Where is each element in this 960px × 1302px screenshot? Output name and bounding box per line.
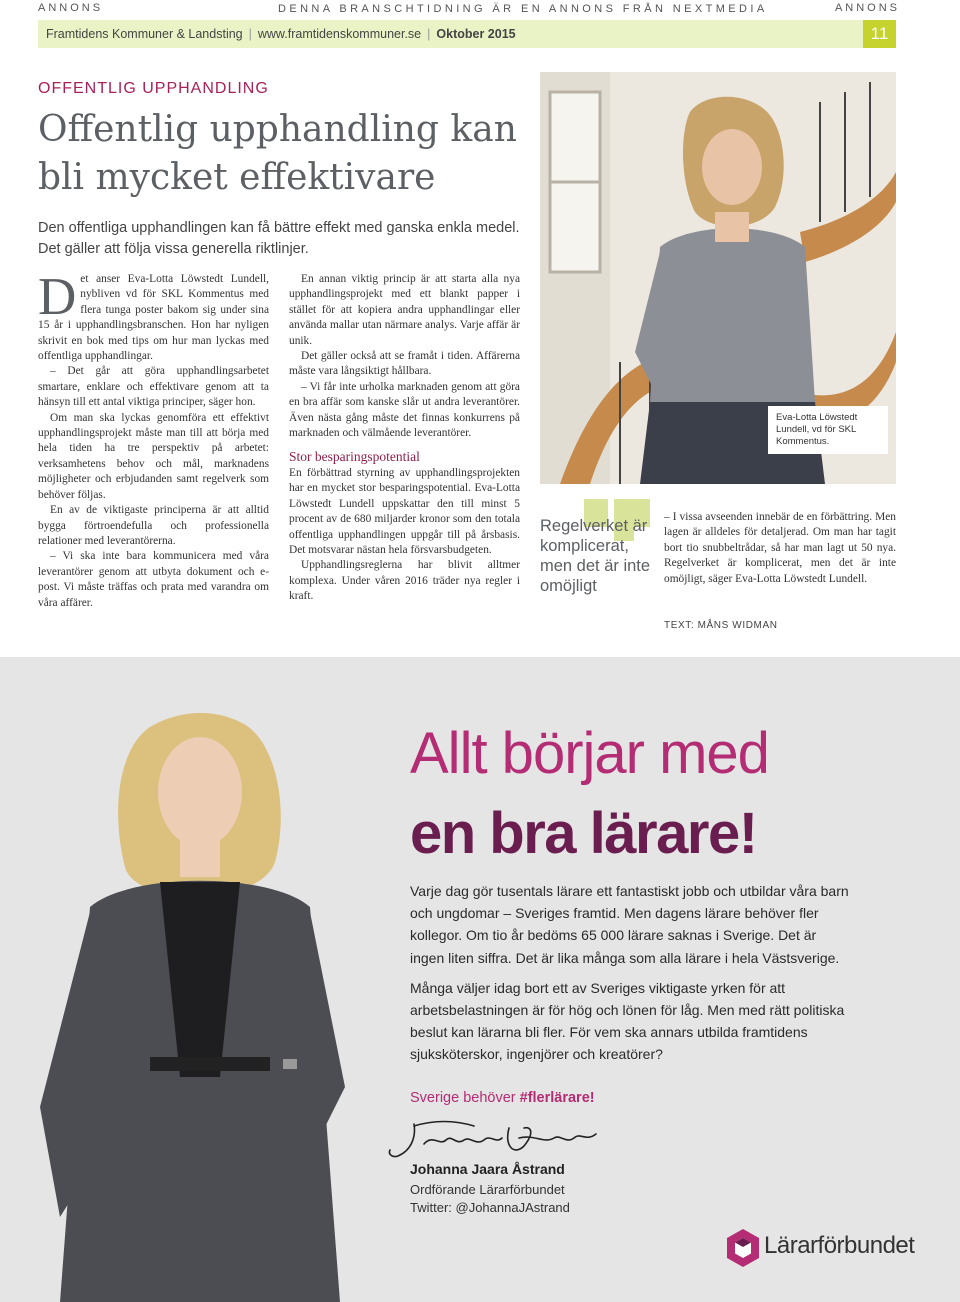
ad-headline-line1: Allt börjar med: [410, 721, 769, 786]
publication-url[interactable]: www.framtidenskommuner.se: [257, 27, 422, 41]
ad-paragraph: Varje dag gör tusentals lärare ett fantastiskt jobb och utbildar våra barn och ungdomar – Sveriges framtid. Men dagens lärare behöver fler kollegor. Om tio år bedöms 65 000 lärare saknas i Sverige. Det är ingen liten siffra. Det är lika många som alla lärare i hela Västsverige.: [410, 883, 849, 966]
paragraph: Om man ska lyckas genomföra ett effektivt upphandlingsprojekt måste man till att börja med hela tiden ha tre perspektiv på arbetet: verksamhetens behov och mål, marknadens möjligheter och erbjudanden samt regelverk som behöver följas.: [38, 411, 269, 501]
annons-label-left: ANNONS: [38, 2, 104, 14]
ad-campaign-prefix: Sverige behöver: [410, 1090, 520, 1106]
article-ingress: Den offentliga upphandlingen kan få bättre effekt med ganska enkla medel. Det gäller att följa vissa generella riktlinjer.: [38, 220, 520, 257]
paragraph: Det gäller också att se framåt i tiden. Affärerna måste vara långsiktigt hållbara.: [289, 350, 520, 378]
article-kicker: OFFENTLIG UPPHANDLING: [38, 80, 269, 97]
signer-twitter[interactable]: Twitter: @JohannaJAstrand: [410, 1200, 570, 1215]
ad-paragraph: Många väljer idag bort ett av Sveriges viktigaste yrken för att arbetsbelastningen är för hög och lönen för låg. Men med rätt politiska beslut kan lärarna bli fler. För vem ska annars utbilda framtidens sjuksköterskor, ingenjörer och kreatörer?: [410, 979, 845, 1063]
ad-campaign-line: [410, 1090, 595, 1106]
ad-body: [410, 880, 850, 1074]
signer-name: Johanna Jaara Åstrand: [410, 1161, 565, 1177]
paragraph: – Vi ska inte bara kommunicera med våra leverantörer genom att utbyta dokument och e-post. Vi måste träffas och prata med varandra om våra affärer.: [38, 550, 269, 609]
issue-month: Oktober 2015: [436, 27, 516, 41]
ad-headline-line2: en bra lärare!: [410, 801, 757, 866]
advertising-banner: DENNA BRANSCHTIDNING ÄR EN ANNONS FRÅN NEXTMEDIA: [278, 3, 768, 15]
paragraph: et anser Eva-Lotta Löwstedt Lundell, nybliven vd för SKL Kommentus med flera tunga poster bakom sig under sina 15 år i upphandlingsbranschen. Hon har nyligen skrivit en bok med tips om hur man lyckas med offentliga upphandlingar.: [38, 273, 269, 363]
signer-role: Ordförande Lärarförbundet: [410, 1182, 565, 1197]
paragraph: En annan viktig princip är att starta alla nya upphandlingsprojekt med ett blankt papper i stället för att kopiera andra upphandlingar eller använda mallar utan närmare analys. Varje affär är unik.: [289, 273, 520, 347]
article-subhead: Stor besparingspotential: [289, 449, 420, 465]
article-headline: Offentlig upphandling kan bli mycket effektivare: [38, 109, 517, 198]
organization-logo-text: Lärarförbundet: [764, 1232, 915, 1259]
article-column-1: [38, 268, 269, 611]
paragraph: Upphandlingsreglerna har blivit alltmer komplexa. Under våren 2016 träder nya regler i kraft.: [289, 559, 520, 603]
article-column-2: [289, 272, 520, 605]
paragraph: – Det går att göra upphandlingsarbetet smartare, enklare och effektivare genom att ta hänsyn till ett antal viktiga principer, säger hon.: [38, 365, 269, 409]
byline: TEXT: MÅNS WIDMAN: [664, 620, 778, 631]
paragraph: – Vi får inte urholka marknaden genom att göra en bra affär som kanske slår ut andra leverantörer. Även nästa gång måste det finnas konkurrens på marknaden och välmående leverantörer.: [289, 380, 520, 440]
paragraph: En förbättrad styrning av upphandlingsprojekten har en mycket stor besparingspotential. Eva-Lotta Löwstedt Lundell uppskattar den till minst 5 procent av de 680 miljarder kronor som den totala offentliga upphandlingen uppgår till på årsbasis. Det motsvarar nästan hela försvarsbudgeten.: [289, 466, 520, 556]
photo-caption: Eva-Lotta Löwstedt Lundell, vd för SKL Kommentus.: [768, 406, 888, 454]
handwritten-signature: [384, 1116, 604, 1162]
drop-cap: D: [38, 268, 77, 326]
page-number: 11: [863, 20, 896, 48]
publication-bar: Framtidens Kommuner & Landsting | www.framtidenskommuner.se | Oktober 2015 11: [38, 20, 896, 48]
publication-name: Framtidens Kommuner & Landsting: [46, 27, 243, 41]
pull-quote: Regelverket är komplicerat, men det är inte omöjligt: [540, 517, 651, 595]
paragraph: En av de viktigaste principerna är att alltid bygga förtroendefulla och professionella relationer med leverantörerna.: [38, 504, 269, 547]
lararforbundet-logo-icon: [726, 1228, 760, 1268]
annons-label-right: ANNONS: [834, 2, 900, 14]
campaign-hashtag[interactable]: #flerlärare!: [519, 1090, 595, 1106]
article-column-3: – I vissa avseenden innebär de en förbättring. Men lagen är alldeles för detaljerad. Om man har tagit bort tio snubbeltrådar, så har man lagt ut 50 nya. Regelverket är komplicerat, men det är inte omöjligt, säger Eva-Lotta Löwstedt Lundell.: [664, 511, 896, 585]
